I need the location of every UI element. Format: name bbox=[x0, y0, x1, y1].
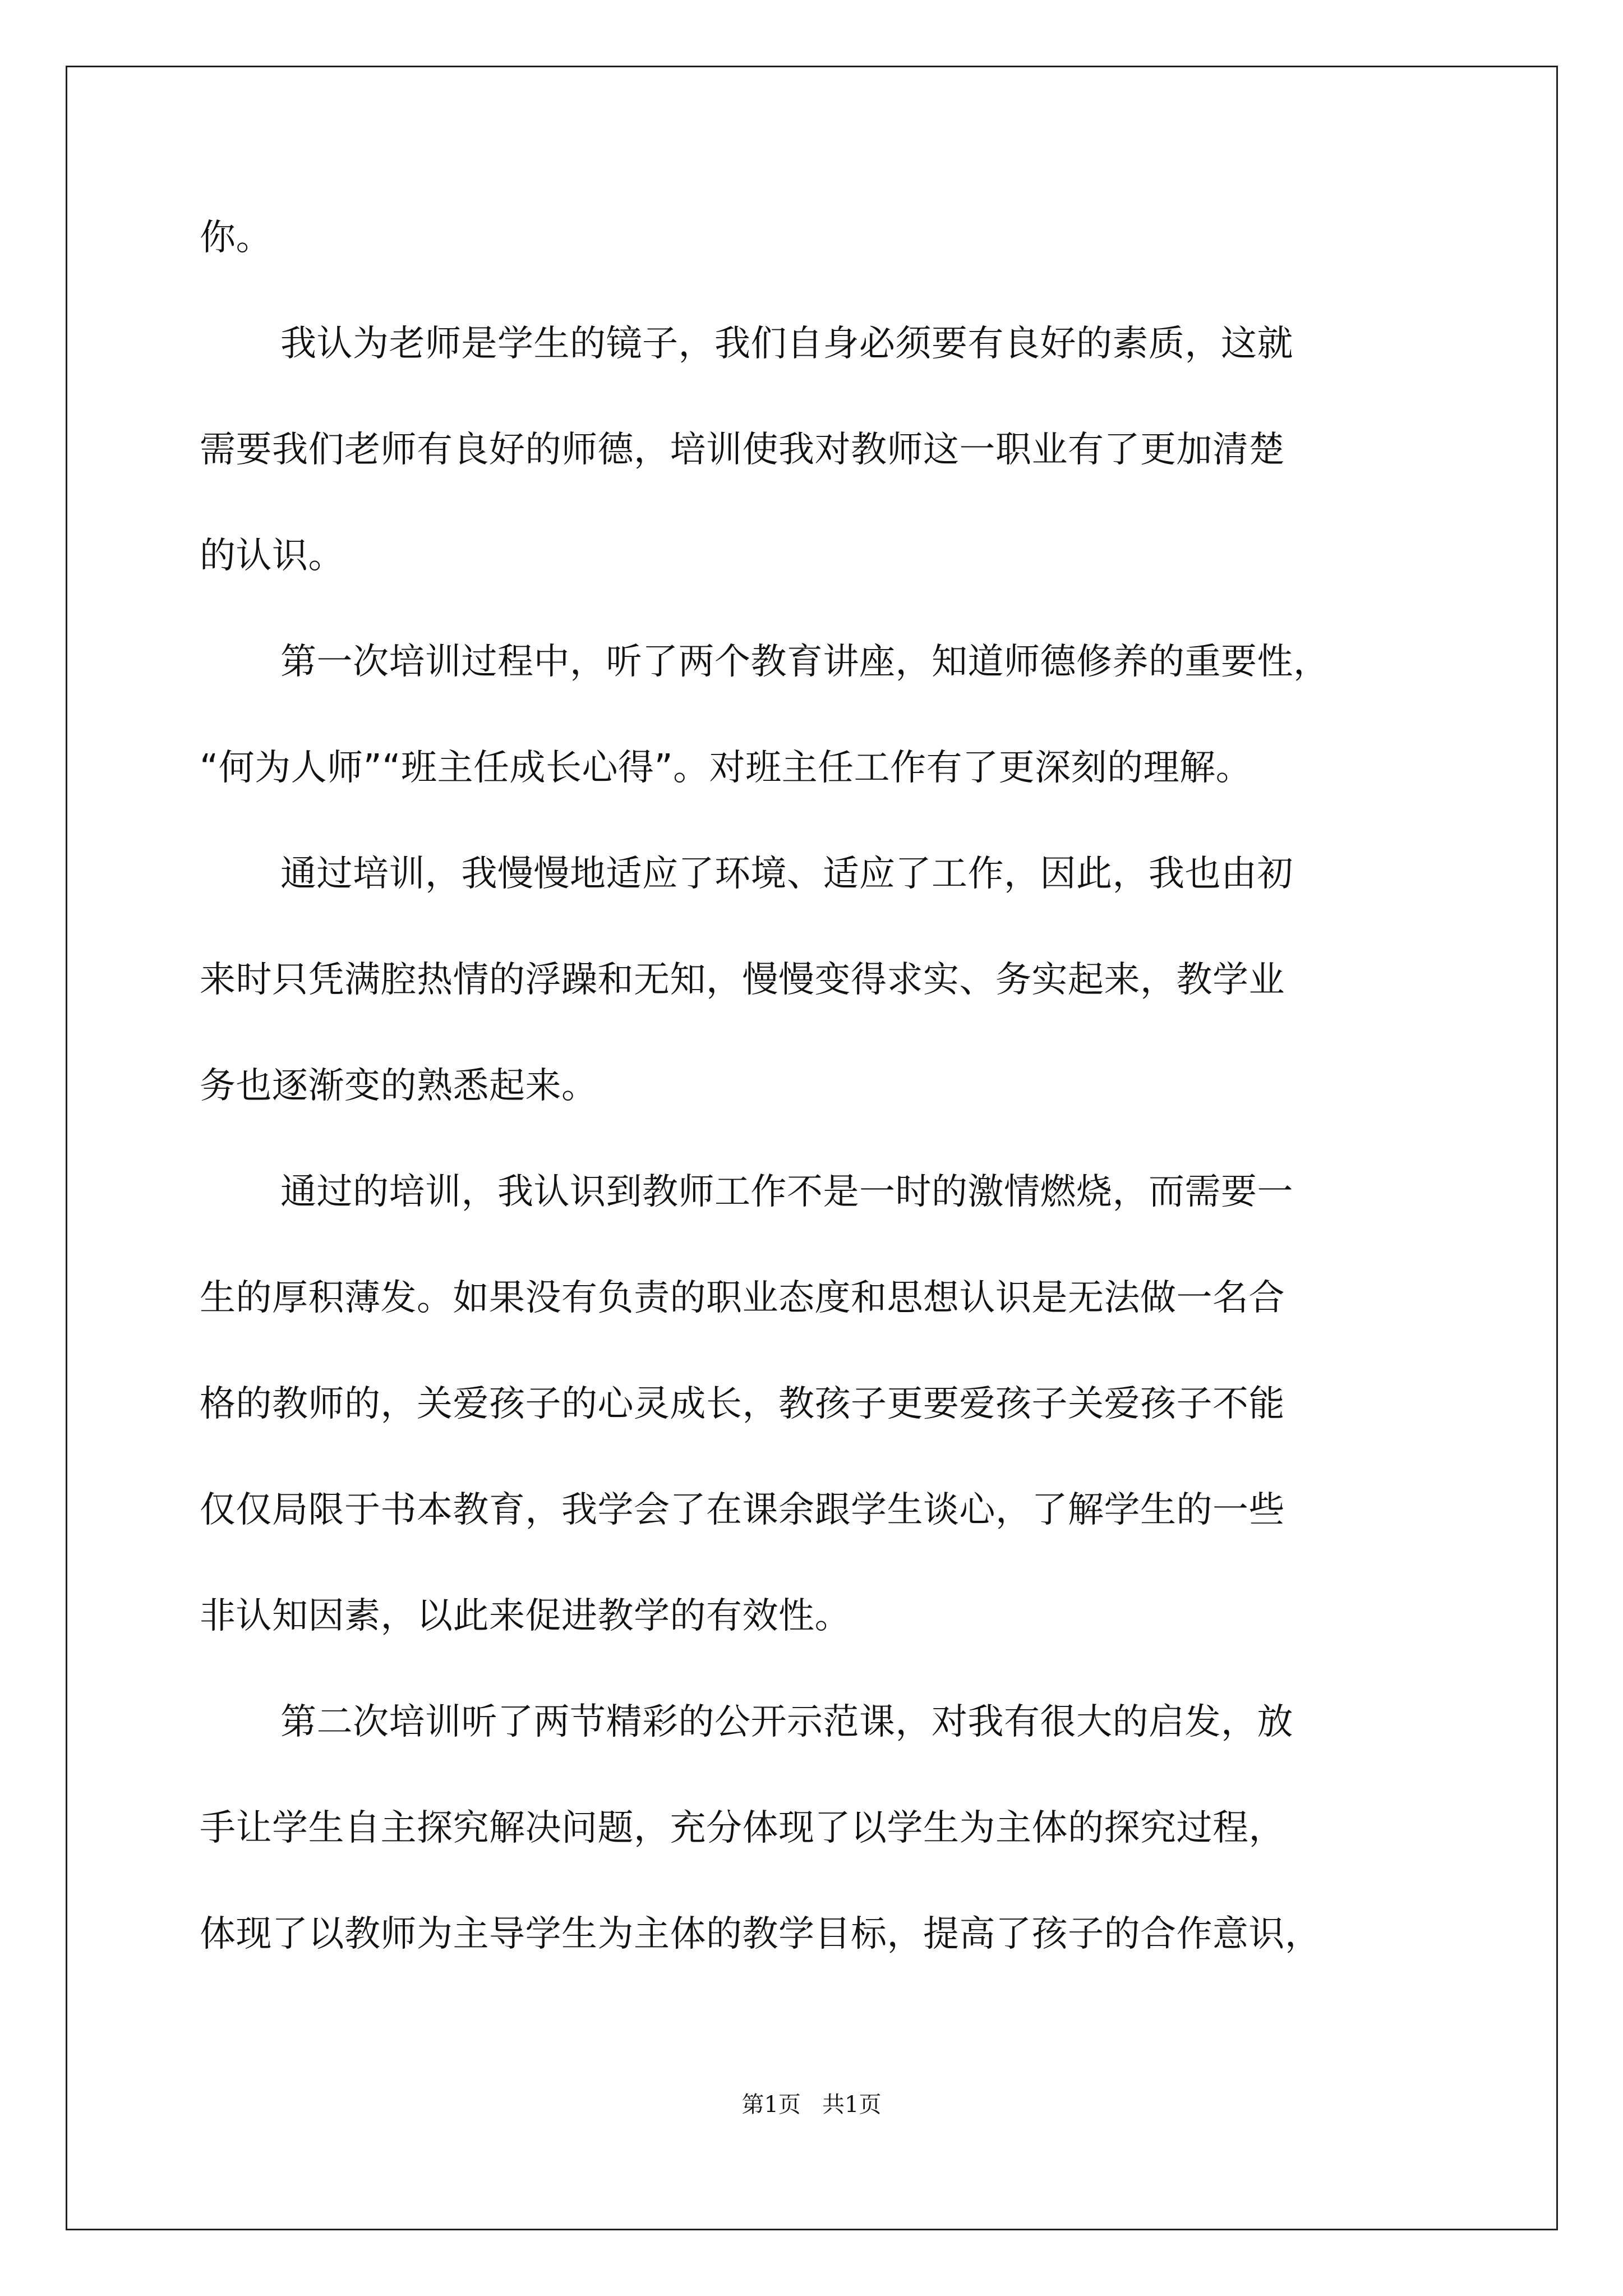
text-line: 体现了以教师为主导学生为主体的教学目标，提高了孩子的合作意识， bbox=[200, 1913, 1321, 1955]
text-line: “何为人师”“班主任成长心得”。对班主任工作有了更深刻的理解。 bbox=[200, 747, 1252, 789]
text-line: 务也逐渐变的熟悉起来。 bbox=[200, 1065, 598, 1107]
page-footer: 第1页 共1页 bbox=[741, 2092, 882, 2118]
text-line: 通过的培训，我认识到教师工作不是一时的激情燃烧，而需要一 bbox=[280, 1171, 1293, 1213]
text-line: 仅仅局限于书本教育，我学会了在课余跟学生谈心，了解学生的一些 bbox=[200, 1489, 1285, 1531]
text-line: 手让学生自主探究解决问题，充分体现了以学生为主体的探究过程， bbox=[200, 1807, 1285, 1849]
text-line: 的认识。 bbox=[200, 535, 344, 577]
text-line: 你。 bbox=[200, 217, 272, 259]
text-line: 格的教师的，关爱孩子的心灵成长，教孩子更要爱孩子关爱孩子不能 bbox=[200, 1383, 1285, 1425]
text-line: 第一次培训过程中，听了两个教育讲座，知道师德修养的重要性， bbox=[280, 641, 1330, 683]
document-body bbox=[200, 204, 1433, 2007]
text-line: 第二次培训听了两节精彩的公开示范课，对我有很大的启发，放 bbox=[280, 1701, 1293, 1743]
text-line: 需要我们老师有良好的师德，培训使我对教师这一职业有了更加清楚 bbox=[200, 429, 1285, 471]
text-line: 来时只凭满腔热情的浮躁和无知，慢慢变得求实、务实起来，教学业 bbox=[200, 959, 1285, 1001]
text-line: 生的厚积薄发。如果没有负责的职业态度和思想认识是无法做一名合 bbox=[200, 1277, 1285, 1319]
text-line: 非认知因素，以此来促进教学的有效性。 bbox=[200, 1595, 851, 1637]
text-line: 我认为老师是学生的镜子，我们自身必须要有良好的素质，这就 bbox=[280, 323, 1293, 365]
text-line: 通过培训，我慢慢地适应了环境、适应了工作，因此，我也由初 bbox=[280, 853, 1293, 895]
